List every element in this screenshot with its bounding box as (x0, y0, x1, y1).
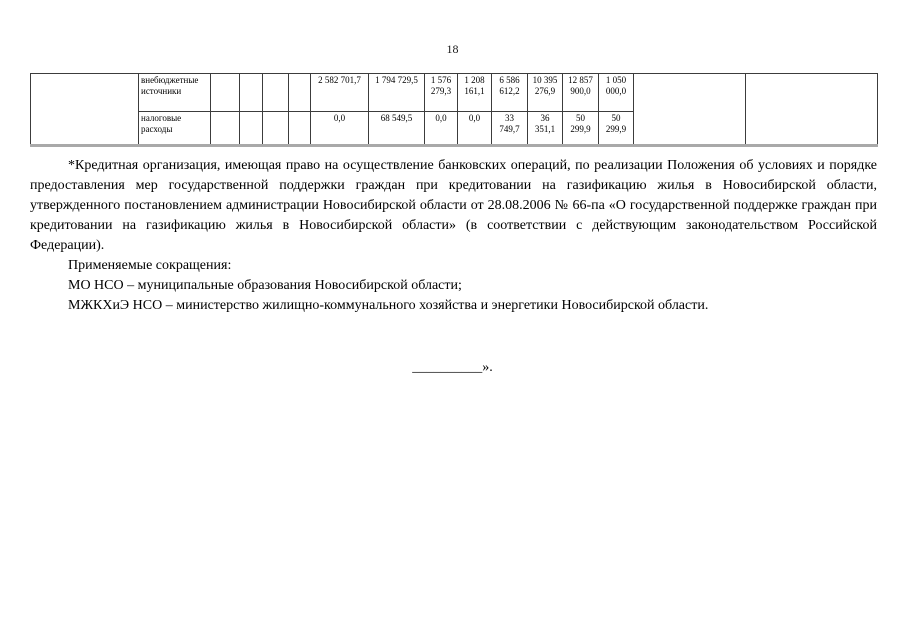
empty-cell (211, 112, 240, 146)
value-cell: 0,0 (425, 112, 458, 146)
spanning-cell-right-1 (634, 74, 746, 146)
value-cell: 0,0 (311, 112, 369, 146)
footnote-paragraph: *Кредитная организация, имеющая право на осуществление банковских операций, по реализации Положения об условиях и порядке предоставления мер государственной поддержки граждан при кредитовании на газификацию жилья в Новосибирской области, утвержденного постановлением администрации Новосибирской области от 28.08.2006 № 66-па «О государственной поддержке граждан при кредитовании на газификацию жилья в Новосибирской области» (в соответствии с действующим законодательством Российской Федерации). (30, 158, 877, 253)
value-cell: 36 351,1 (528, 112, 563, 146)
page-number: 18 (446, 42, 459, 56)
empty-cell (240, 112, 263, 146)
spanning-cell-right-2 (746, 74, 878, 146)
value-cell: 33 749,7 (492, 112, 528, 146)
empty-cell (211, 74, 240, 112)
value-cell: 1 794 729,5 (369, 74, 425, 112)
empty-cell (263, 112, 289, 146)
value-cell: 2 582 701,7 (311, 74, 369, 112)
empty-cell (289, 112, 311, 146)
table-row (31, 74, 878, 112)
empty-cell (289, 74, 311, 112)
row-label: налоговые расходы (139, 112, 211, 146)
footnote-block (30, 156, 877, 316)
value-cell: 1 208 161,1 (458, 74, 492, 112)
spanning-cell-left (31, 74, 139, 146)
closing-line: __________». (412, 360, 493, 375)
abbreviations-heading: Применяемые сокращения: (68, 258, 232, 273)
value-cell: 12 857 900,0 (563, 74, 599, 112)
row-label: внебюджетные источники (139, 74, 211, 112)
value-cell: 68 549,5 (369, 112, 425, 146)
budget-table (30, 73, 878, 147)
value-cell: 1 576 279,3 (425, 74, 458, 112)
value-cell: 6 586 612,2 (492, 74, 528, 112)
empty-cell (240, 74, 263, 112)
value-cell: 0,0 (458, 112, 492, 146)
value-cell: 1 050 000,0 (599, 74, 634, 112)
abbreviation-item: МЖКХиЭ НСО – министерство жилищно-коммунального хозяйства и энергетики Новосибирской области. (68, 298, 709, 313)
abbreviation-item: МО НСО – муниципальные образования Новосибирской области; (68, 278, 462, 293)
empty-cell (263, 74, 289, 112)
value-cell: 10 395 276,9 (528, 74, 563, 112)
value-cell: 50 299,9 (563, 112, 599, 146)
value-cell: 50 299,9 (599, 112, 634, 146)
